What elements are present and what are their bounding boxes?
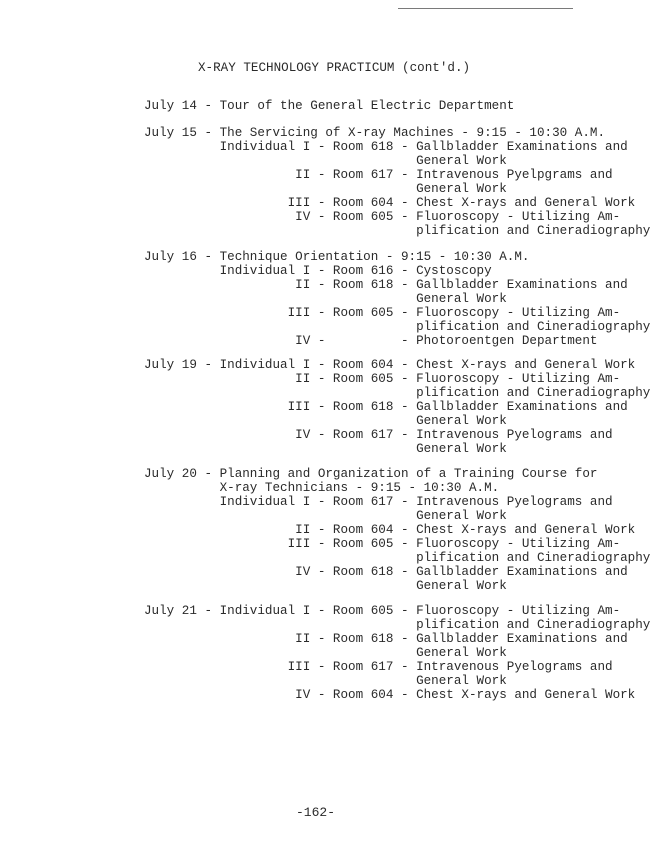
schedule-line: II - Room 618 - Gallbladder Examinations and [144,632,628,646]
schedule-line: General Work [144,442,507,456]
schedule-line: July 15 - The Servicing of X-ray Machines - 9:15 - 10:30 A.M. [144,126,606,140]
schedule-line: III - Room 617 - Intravenous Pyelograms and [144,660,613,674]
schedule-line: General Work [144,646,507,660]
schedule-line: July 21 - Individual I - Room 605 - Fluoroscopy - Utilizing Am- [144,604,621,618]
schedule-line: IV - - Photoroentgen Department [144,334,598,348]
schedule-line: III - Room 604 - Chest X-rays and General Work [144,196,636,210]
schedule-line: General Work [144,292,507,306]
schedule-line: Individual I - Room 616 - Cystoscopy [144,264,492,278]
schedule-line: July 16 - Technique Orientation - 9:15 - 10:30 A.M. [144,250,530,264]
schedule-line: IV - Room 604 - Chest X-rays and General Work [144,688,636,702]
schedule-line: July 19 - Individual I - Room 604 - Chest X-rays and General Work [144,358,636,372]
schedule-line: plification and Cineradiography [144,618,650,632]
schedule-line: IV - Room 618 - Gallbladder Examinations and [144,565,628,579]
page-number: -162- [296,805,336,820]
schedule-line: General Work [144,182,507,196]
schedule-line: II - Room 604 - Chest X-rays and General Work [144,523,636,537]
page-title: X-RAY TECHNOLOGY PRACTICUM (cont'd.) [198,61,471,75]
schedule-line: General Work [144,674,507,688]
schedule-line: General Work [144,579,507,593]
schedule-line: July 14 - Tour of the General Electric Department [144,99,515,113]
top-rule [398,8,573,9]
schedule-line: plification and Cineradiography [144,386,650,400]
schedule-line: General Work [144,414,507,428]
schedule-line: III - Room 605 - Fluoroscopy - Utilizing Am- [144,306,621,320]
schedule-line: July 20 - Planning and Organization of a Training Course for [144,467,598,481]
schedule-line: II - Room 618 - Gallbladder Examinations and [144,278,628,292]
schedule-line: General Work [144,154,507,168]
schedule-line: IV - Room 617 - Intravenous Pyelograms and [144,428,613,442]
schedule-line: plification and Cineradiography [144,224,650,238]
schedule-line: III - Room 605 - Fluoroscopy - Utilizing Am- [144,537,621,551]
schedule-line: Individual I - Room 617 - Intravenous Pyelograms and [144,495,613,509]
schedule-line: IV - Room 605 - Fluoroscopy - Utilizing Am- [144,210,621,224]
schedule-line: plification and Cineradiography [144,551,650,565]
schedule-line: General Work [144,509,507,523]
schedule-line: plification and Cineradiography [144,320,650,334]
schedule-line: III - Room 618 - Gallbladder Examinations and [144,400,628,414]
schedule-line: II - Room 617 - Intravenous Pyelpgrams and [144,168,613,182]
schedule-line: X-ray Technicians - 9:15 - 10:30 A.M. [144,481,500,495]
schedule-line: II - Room 605 - Fluoroscopy - Utilizing Am- [144,372,621,386]
schedule-line: Individual I - Room 618 - Gallbladder Examinations and [144,140,628,154]
